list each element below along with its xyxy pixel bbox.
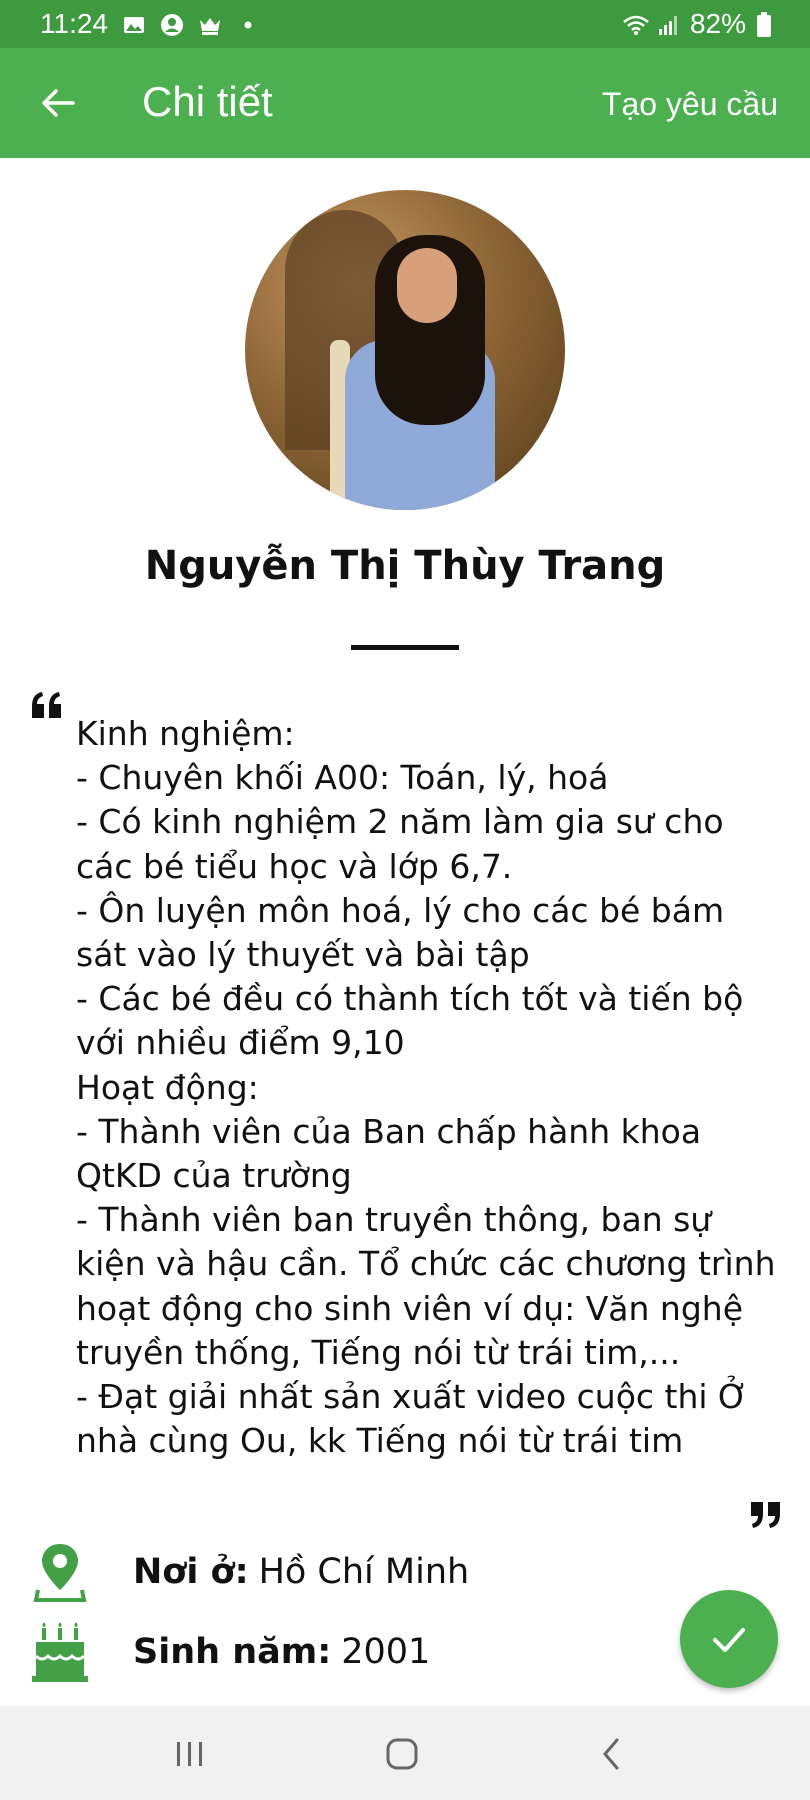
check-icon [709, 1619, 749, 1659]
birth-year-row [30, 1620, 430, 1684]
confirm-fab-button[interactable] [680, 1590, 778, 1688]
avatar [245, 190, 565, 510]
residence-row [30, 1540, 469, 1604]
status-right [622, 8, 780, 40]
home-icon[interactable] [372, 1732, 432, 1776]
battery-icon [756, 12, 780, 36]
signal-icon [656, 12, 680, 36]
app-bar [0, 48, 810, 158]
recent-apps-icon[interactable] [160, 1732, 220, 1776]
profile-name: Nguyễn Thị Thùy Trang [144, 543, 666, 589]
account-circle-icon [160, 12, 184, 36]
image-icon [122, 12, 146, 36]
crown-icon [198, 12, 222, 36]
back-icon[interactable] [582, 1732, 642, 1776]
divider [351, 645, 459, 650]
quote-close-icon [748, 1500, 782, 1535]
status-time: 11:24 [40, 8, 108, 39]
birth-year-value: 2001 [341, 1632, 431, 1672]
page-title: Chi tiết [142, 78, 273, 125]
birthday-cake-icon [30, 1620, 90, 1684]
dot-icon [236, 12, 260, 36]
profile-bio: Kinh nghiệm: - Chuyên khối A00: Toán, lý, hoá - Có kinh nghiệm 2 năm làm gia sư cho các bé tiểu học và lớp 6,7. - Ôn luyện môn hoá, lý cho các bé bám sát vào lý thuyết và bài tập - Các bé đều có thành tích tốt và tiến bộ với nhiều điểm 9,10 Hoạt động: - Thành viên của Ban chấp hành khoa QtKD của trường - Thành viên ban truyền thông, ban sự kiện và hậu cần. Tổ chức các chương trình hoạt động cho sinh viên ví dụ: Văn nghệ truyền thống, Tiếng nói từ trái tim,... - Đạt giải nhất sản xuất video cuộc thi Ở nhà cùng Ou, kk Tiếng nói từ trái tim [76, 714, 776, 1461]
arrow-left-icon [40, 85, 76, 121]
birth-year-label: Sinh năm: [133, 1632, 332, 1672]
back-button[interactable] [28, 73, 88, 133]
wifi-icon [622, 12, 646, 36]
residence-label: Nơi ở: [133, 1552, 249, 1592]
create-request-button[interactable]: Tạo yêu cầu [601, 86, 778, 122]
system-nav-bar [0, 1706, 810, 1800]
status-bar [0, 0, 810, 48]
location-pin-icon [30, 1540, 90, 1604]
residence-value: Hồ Chí Minh [258, 1552, 470, 1592]
battery-percent: 82% [689, 8, 746, 39]
quote-open-icon [30, 690, 64, 725]
status-left [40, 8, 260, 40]
